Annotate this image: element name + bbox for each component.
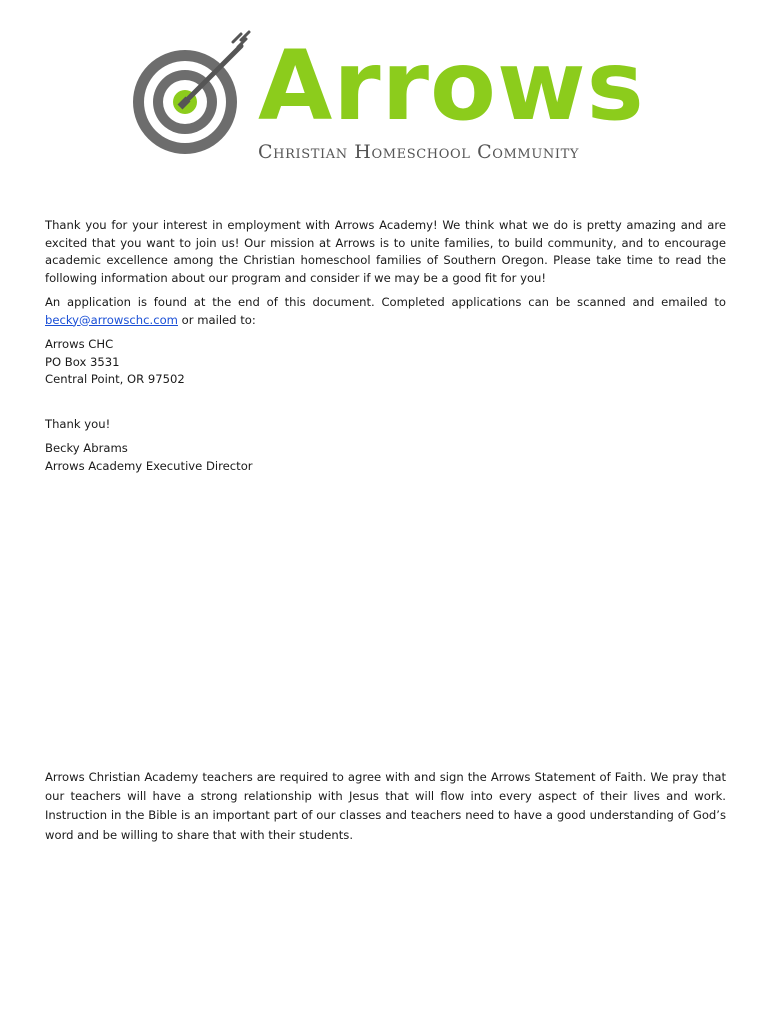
signature-title: Arrows Academy Executive Director — [45, 458, 253, 473]
address-line-1: Arrows CHC — [45, 337, 114, 351]
thanks-line: Thank you! — [45, 416, 111, 431]
email-link[interactable]: becky@arrowschc.com — [45, 312, 178, 327]
letter-body — [45, 217, 726, 482]
application-paragraph — [45, 294, 726, 329]
address-line-2: PO Box 3531 — [45, 354, 120, 369]
mailing-address — [45, 336, 726, 389]
logo-wordmark: Arrows — [258, 30, 645, 142]
arrows-logo — [130, 28, 645, 168]
application-suffix: or mailed to: — [177, 312, 256, 327]
intro-paragraph: Thank you for your interest in employment with Arrows Academy! We think what we do is pretty amazing and are excited that you want to join us! Our mission at Arrows is to unite families, to build community, and to encourage academic excellence among the Christian homeschool families of Southern Oregon. Please take time to read the following information about our program and consider if we may be a good fit for you! — [45, 218, 726, 285]
signature-block — [45, 440, 726, 475]
application-text: An application is found at the end of this document. Completed applications can be scanned and emailed to — [45, 295, 726, 309]
logo-tagline: Christian Homeschool Community — [258, 141, 580, 163]
address-line-3: Central Point, OR 97502 — [45, 372, 185, 386]
signature-name: Becky Abrams — [45, 441, 128, 455]
faith-statement-paragraph: Arrows Christian Academy teachers are required to agree with and sign the Arrows Statement of Faith. We pray that our teachers will have a strong relationship with Jesus that will flow into every aspect of their lives and work. Instruction in the Bible is an important part of our classes and teachers need to have a good understanding of God’s word and be willing to share that with their students. — [45, 770, 726, 842]
target-arrow-icon — [130, 28, 260, 168]
